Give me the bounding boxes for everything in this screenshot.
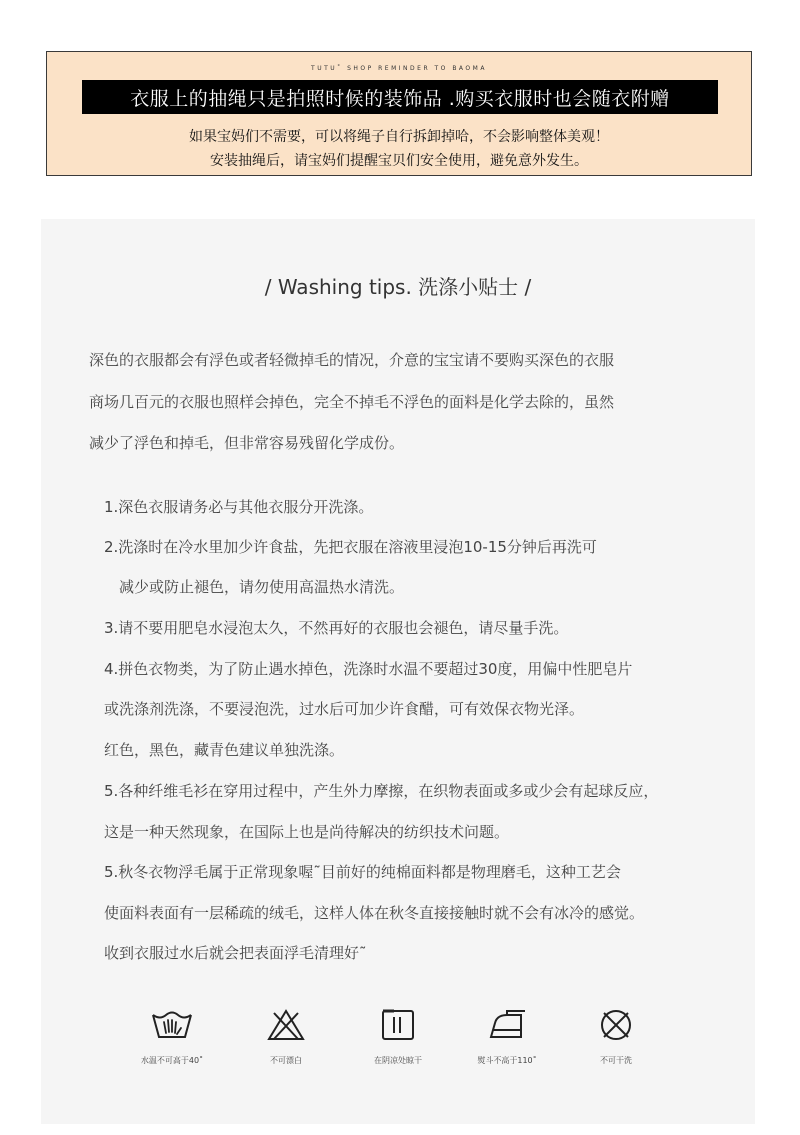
intro-line-3: 减少了浮色和掉毛，但非常容易残留化学成份。 [89, 434, 405, 452]
tip-line-2: 2.洗涤时在冷水里加少许食盐，先把衣服在溶液里浸泡10-15分钟后再洗可 [104, 538, 597, 556]
care-item-iron [452, 1009, 562, 1066]
notice-headline: 衣服上的抽绳只是拍照时候的装饰品 .购买衣服时也会随衣附赠 [82, 80, 718, 114]
tip-line-11: 使面料表面有一层稀疏的绒毛，这样人体在秋冬直接接触时就不会有冰冷的感觉。 [104, 904, 645, 922]
intro-line-2: 商场几百元的衣服也照样会掉色，完全不掉毛不浮色的面料是化学去除的，虽然 [89, 393, 615, 411]
shade-dry-icon [380, 1009, 416, 1041]
washing-tips-panel [41, 219, 755, 1124]
tip-line-8: 5.各种纤维毛衫在穿用过程中，产生外力摩擦，在织物表面或多或少会有起球反应， [104, 782, 659, 800]
tip-line-3: 减少或防止褪色，请勿使用高温热水清洗。 [119, 578, 405, 596]
intro-line-1: 深色的衣服都会有浮色或者轻微掉毛的情况，介意的宝宝请不要购买深色的衣服 [89, 351, 615, 369]
care-item-shade-dry [343, 1009, 453, 1066]
no-dry-clean-label: 不可干洗 [600, 1056, 632, 1065]
care-item-hand-wash [117, 1009, 227, 1066]
tip-line-1: 1.深色衣服请务必与其他衣服分开洗涤。 [104, 498, 374, 516]
notice-line-2: 安装抽绳后，请宝妈们提醒宝贝们安全使用，避免意外发生。 [210, 153, 588, 169]
iron-icon [485, 1009, 529, 1041]
hand-wash-label: 水温不可高于40˚ [140, 1056, 204, 1065]
tip-line-4: 3.请不要用肥皂水浸泡太久，不然再好的衣服也会褪色，请尽量手洗。 [104, 619, 569, 637]
care-item-no-dry-clean [561, 1009, 671, 1066]
notice-line-1: 如果宝妈们不需要，可以将绳子自行拆卸掉哈，不会影响整体美观！ [189, 129, 609, 145]
tip-line-7: 红色，黑色，藏青色建议单独洗涤。 [104, 741, 345, 759]
shade-dry-label: 在阴凉处晾干 [374, 1056, 422, 1065]
no-bleach-icon [266, 1009, 306, 1041]
iron-label: 熨斗不高于110˚ [477, 1056, 537, 1065]
washing-tips-title: / Washing tips. 洗涤小贴士 / [264, 275, 532, 299]
no-dry-clean-icon [598, 1009, 634, 1041]
care-item-no-bleach [231, 1009, 341, 1066]
tip-line-12: 收到衣服过水后就会把表面浮毛清理好˜ [104, 944, 367, 962]
tip-line-9: 这是一种天然现象，在国际上也是尚待解决的纺织技术问题。 [104, 823, 510, 841]
no-bleach-label: 不可漂白 [270, 1056, 302, 1065]
hand-wash-icon [150, 1009, 194, 1041]
tip-line-6: 或洗涤剂洗涤，不要浸泡洗，过水后可加少许食醋，可有效保衣物光泽。 [104, 700, 585, 718]
tip-line-10: 5.秋冬衣物浮毛属于正常现象喔˜目前好的纯棉面料都是物理磨毛，这种工艺会 [104, 863, 621, 881]
reminder-notice [46, 51, 752, 176]
brand-line: TUTU˚ SHOP REMINDER TO BAOMA [311, 65, 487, 72]
tip-line-5: 4.拼色衣物类，为了防止遇水掉色，洗涤时水温不要超过30度，用偏中性肥皂片 [104, 660, 633, 678]
